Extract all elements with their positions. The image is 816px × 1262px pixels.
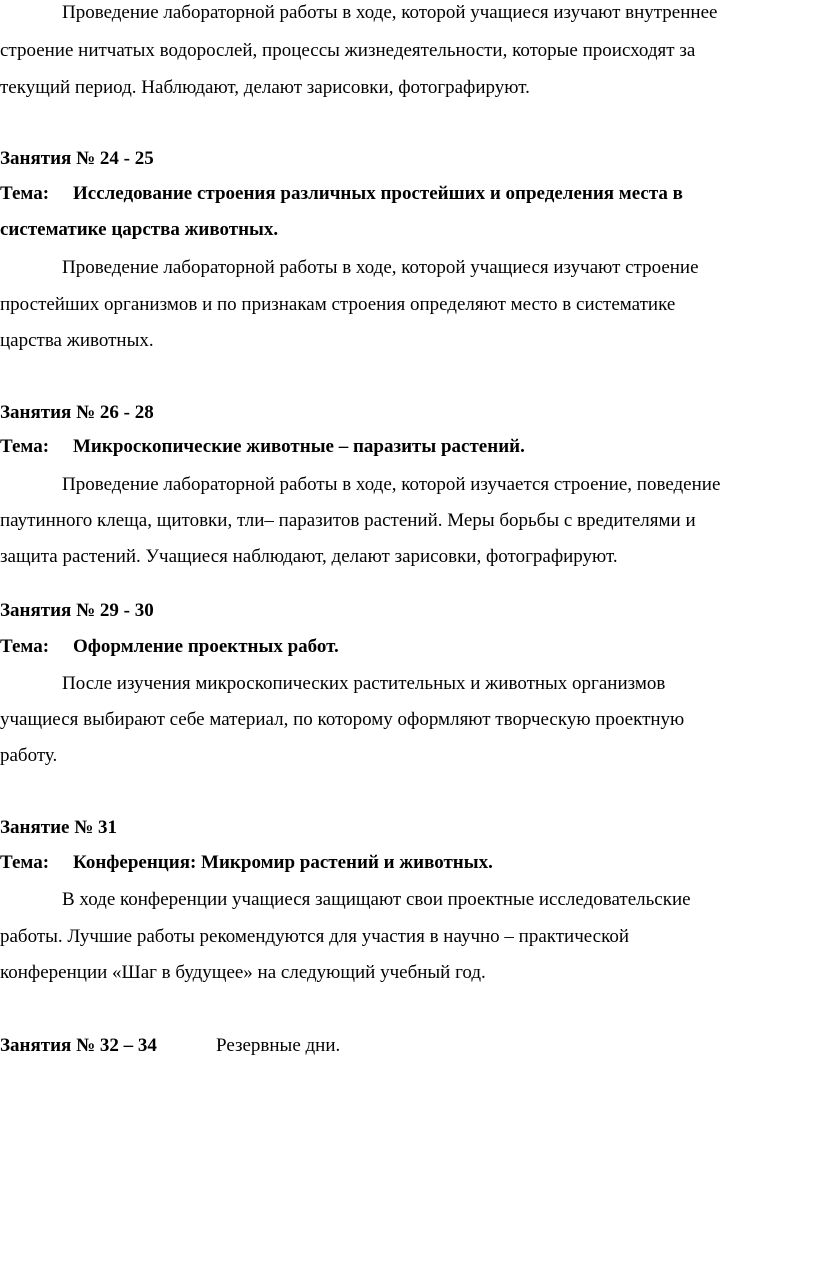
section-body-line: Проведение лабораторной работы в ходе, которой изучается строение, поведение: [62, 474, 721, 495]
section-body-line: В ходе конференции учащиеся защищают свои проектные исследовательские: [62, 889, 691, 910]
intro-line-2: строение нитчатых водорослей, процессы жизнедеятельности, которые происходят за: [0, 40, 696, 61]
section-body-line: работы. Лучшие работы рекомендуются для участия в научно – практической: [0, 926, 630, 947]
section-body-line: защита растений. Учащиеся наблюдают, делают зарисовки, фотографируют.: [0, 546, 618, 567]
topic-label: Тема:: [0, 436, 50, 457]
section-topic: [0, 436, 525, 458]
section-body-line: паутинного клеща, щитовки, тли– паразитов растений. Меры борьбы с вредителями и: [0, 510, 696, 531]
topic-text: Исследование строения различных простейших и определения места в: [73, 183, 683, 204]
topic-label: Тема:: [0, 852, 50, 873]
topic-label: Тема:: [0, 636, 50, 657]
reserve-text: Резервные дни.: [216, 1035, 341, 1056]
topic-text: Конференция: Микромир растений и животных.: [73, 852, 493, 873]
section-body-line: царства животных.: [0, 330, 154, 351]
section-body-line: простейших организмов и по признакам строения определяют место в систематике: [0, 294, 676, 315]
section-body-line: После изучения микроскопических растительных и животных организмов: [62, 673, 666, 694]
topic-label: Тема:: [0, 183, 50, 204]
section-heading: Занятия № 26 - 28: [0, 402, 154, 423]
section-body-line: работу.: [0, 745, 58, 766]
intro-line-1: Проведение лабораторной работы в ходе, которой учащиеся изучают внутреннее: [62, 2, 718, 23]
section-body-line: учащиеся выбирают себе материал, по которому оформляют творческую проектную: [0, 709, 685, 730]
section-topic: [0, 636, 339, 658]
topic-text: Оформление проектных работ.: [73, 636, 339, 657]
section-topic-line-2: систематике царства животных.: [0, 219, 279, 240]
section-heading: Занятие № 31: [0, 817, 118, 838]
reserve-heading: Занятия № 32 – 34: [0, 1035, 157, 1056]
section-heading: Занятия № 29 - 30: [0, 600, 154, 621]
section-body-line: Проведение лабораторной работы в ходе, которой учащиеся изучают строение: [62, 257, 699, 278]
topic-text: Микроскопические животные – паразиты растений.: [73, 436, 525, 457]
section-heading: Занятия № 24 - 25: [0, 148, 154, 169]
section-topic: [0, 852, 493, 874]
intro-line-3: текущий период. Наблюдают, делают зарисовки, фотографируют.: [0, 77, 530, 98]
reserve-line: [0, 1035, 340, 1057]
section-body-line: конференции «Шаг в будущее» на следующий учебный год.: [0, 962, 486, 983]
section-topic: [0, 183, 683, 205]
